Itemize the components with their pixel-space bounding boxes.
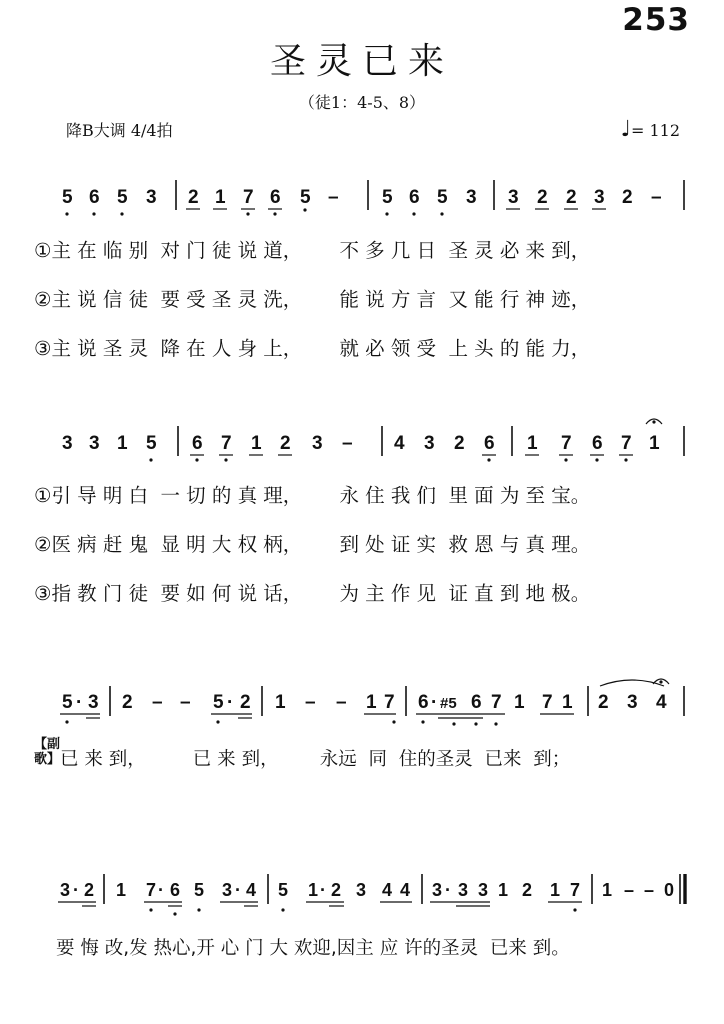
note: 5 (62, 187, 73, 208)
octave-dots (149, 908, 576, 915)
note: 3 (89, 433, 100, 454)
dash: – (336, 692, 347, 713)
note: 5 (437, 187, 448, 208)
note: 5 (117, 187, 128, 208)
note: 7 (542, 692, 553, 713)
note: 4 (394, 433, 405, 454)
note: 7 (491, 692, 502, 713)
note: 3 (88, 692, 99, 713)
note: 3 (312, 433, 323, 454)
note: 6 (592, 433, 603, 454)
underlines (60, 714, 574, 718)
note: 5 (278, 880, 289, 900)
quarter-note-icon: ♩ (620, 117, 631, 142)
note: 2 (122, 692, 133, 713)
dash: – (305, 692, 316, 713)
dot: · (158, 880, 164, 900)
barlines (104, 874, 685, 904)
notation-system-1 (0, 170, 724, 240)
dot: · (73, 880, 79, 900)
note: 2 (280, 433, 291, 454)
notation-system-3 (0, 672, 724, 738)
dash: – (644, 880, 655, 900)
system-4-notes (60, 880, 674, 900)
note: 5 (213, 692, 224, 713)
note: 7 (146, 880, 157, 900)
dot: · (445, 880, 451, 900)
note: 1 (562, 692, 573, 713)
note: 1 (514, 692, 525, 713)
hymn-number: 253 (622, 2, 690, 38)
note: 6 (192, 433, 203, 454)
dot: · (235, 880, 241, 900)
note: 1 (308, 880, 319, 900)
note: 1 (116, 880, 127, 900)
system-2-notes (62, 433, 660, 454)
note: 6 (270, 187, 281, 208)
verse-1-line-2: ①引 导 明 白 一 切 的 真 理， 永 住 我 们 里 面 为 至 宝。 (34, 484, 591, 507)
note: 1 (649, 433, 660, 454)
note: 1 (275, 692, 286, 713)
note: 4 (400, 880, 411, 900)
note: 3 (222, 880, 233, 900)
note-sharp: #5 (440, 695, 457, 712)
note: 7 (243, 187, 254, 208)
note: 6 (409, 187, 420, 208)
note: 3 (478, 880, 489, 900)
note: 6 (89, 187, 100, 208)
notation-system-4 (0, 862, 724, 928)
dot: · (320, 880, 326, 900)
note: 7 (561, 433, 572, 454)
dot: · (227, 692, 234, 713)
underlines (58, 902, 582, 906)
note: 0 (664, 880, 675, 900)
note: 1 (215, 187, 226, 208)
note: 4 (382, 880, 393, 900)
note: 2 (240, 692, 251, 713)
note: 1 (527, 433, 538, 454)
note: 3 (60, 880, 71, 900)
note: 5 (300, 187, 311, 208)
note: 7 (570, 880, 581, 900)
note: 5 (146, 433, 157, 454)
note: 3 (62, 433, 73, 454)
dot: · (431, 692, 438, 713)
note: 1 (498, 880, 509, 900)
note: 3 (508, 187, 519, 208)
note: 3 (458, 880, 469, 900)
tempo-marking (621, 117, 680, 142)
dash: – (328, 187, 339, 208)
note: 2 (331, 880, 342, 900)
scripture-reference: （徒1：4-5、8） (298, 93, 426, 112)
verse-3-line-1: ③主 说 圣 灵 降 在 人 身 上， 就 必 领 受 上 头 的 能 力， (34, 337, 591, 360)
verse-2-line-2: ②医 病 赶 鬼 显 明 大 权 柄， 到 处 证 实 救 恩 与 真 理。 (34, 533, 591, 556)
chorus-line-2: 要 悔 改,发 热心,开 心 门 大 欢迎,因主 应 许的圣灵 已来 到。 (56, 938, 570, 959)
note: 4 (246, 880, 257, 900)
note: 3 (146, 187, 157, 208)
note: 6 (418, 692, 429, 713)
note: 7 (221, 433, 232, 454)
verse-2-line-1: ②主 说 信 徒 要 受 圣 灵 洗， 能 说 方 言 又 能 行 神 迹， (34, 288, 591, 311)
note: 3 (466, 187, 477, 208)
note: 1 (602, 880, 613, 900)
note: 2 (188, 187, 199, 208)
note: 6 (471, 692, 482, 713)
dash: – (651, 187, 662, 208)
note: 1 (117, 433, 128, 454)
hymn-title: 圣灵已来 (269, 41, 454, 82)
system-3-notes (62, 692, 667, 713)
note: 2 (522, 880, 533, 900)
note: 7 (621, 433, 632, 454)
note: 1 (550, 880, 561, 900)
verse-3-line-2: ③指 教 门 徒 要 如 何 说 话， 为 主 作 见 证 直 到 地 极。 (34, 582, 591, 605)
note: 5 (62, 692, 73, 713)
note: 3 (424, 433, 435, 454)
note: 5 (194, 880, 205, 900)
note: 2 (566, 187, 577, 208)
note: 2 (537, 187, 548, 208)
slur-icon (600, 680, 664, 686)
chorus-label: 【副歌】 (34, 737, 61, 767)
dash: – (180, 692, 191, 713)
note: 2 (622, 187, 633, 208)
note: 1 (366, 692, 377, 713)
dot: · (76, 692, 83, 713)
note: 6 (170, 880, 181, 900)
note: 5 (382, 187, 393, 208)
dash: – (342, 433, 353, 454)
note: 7 (384, 692, 395, 713)
dash: – (152, 692, 163, 713)
note: 3 (594, 187, 605, 208)
note: 2 (84, 880, 95, 900)
notation-system-2 (0, 414, 724, 484)
note: 3 (356, 880, 367, 900)
verse-1-line-1: ①主 在 临 别 对 门 徒 说 道， 不 多 几 日 圣 灵 必 来 到， (34, 239, 591, 262)
tempo-value: = 112 (630, 121, 680, 140)
note: 2 (454, 433, 465, 454)
note: 3 (627, 692, 638, 713)
key-signature: 降B大调 4/4拍 (66, 121, 173, 140)
note: 3 (432, 880, 443, 900)
dash: – (624, 880, 635, 900)
system-1-notes (62, 187, 662, 208)
note: 4 (656, 692, 667, 713)
note: 1 (251, 433, 262, 454)
note: 6 (484, 433, 495, 454)
note: 2 (598, 692, 609, 713)
chorus-line-1: 已 来 到， 已 来 到， 永远 同 住的圣灵 已来 到； (60, 749, 571, 770)
